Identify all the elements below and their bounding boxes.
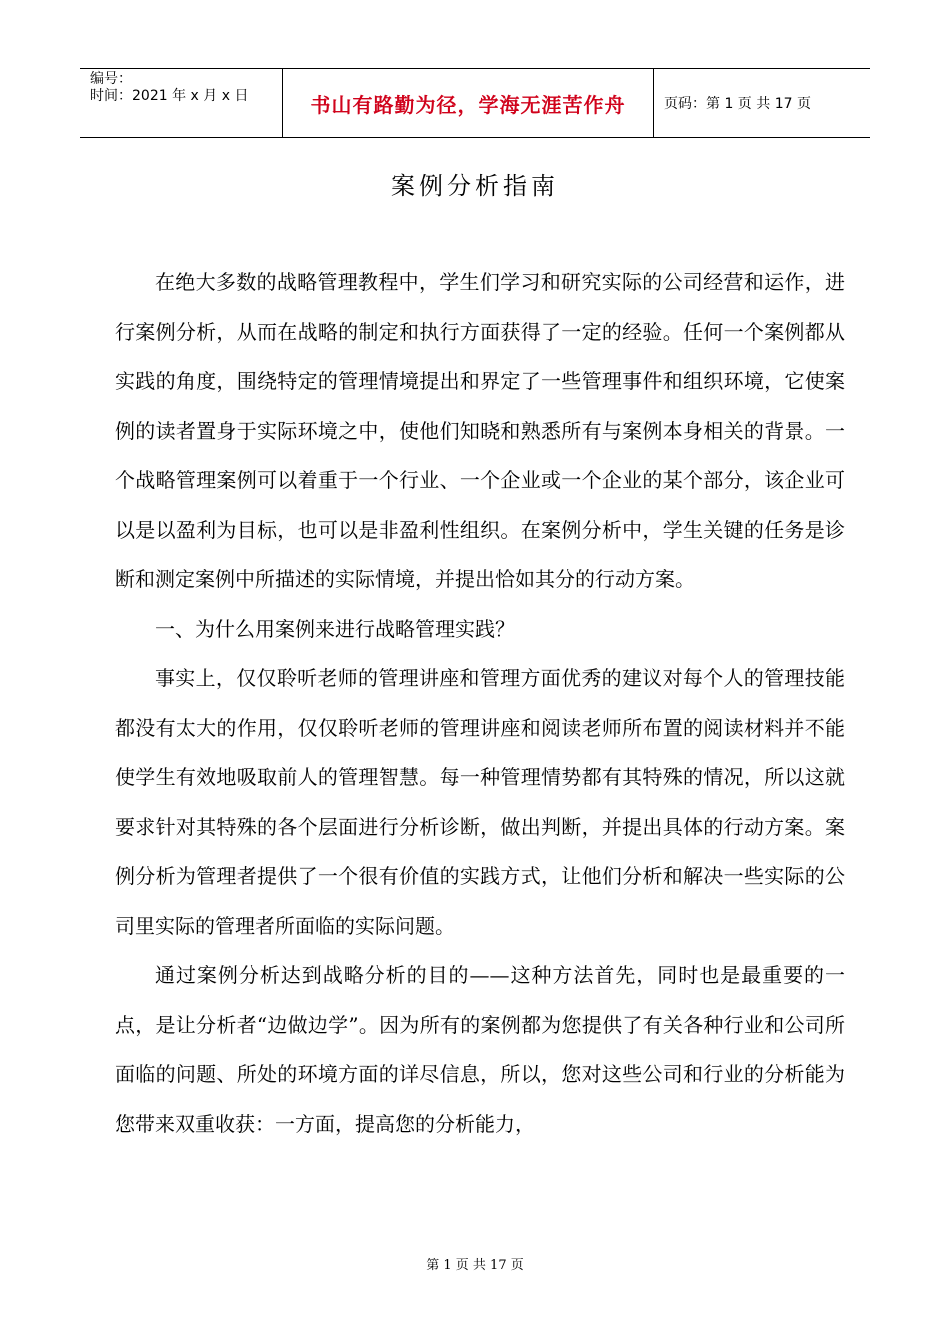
paragraph: 在绝大多数的战略管理教程中，学生们学习和研究实际的公司经营和运作，进行案例分析，从而在战略的制定和执行方面获得了一定的经验。任何一个案例都从实践的角度，围绕特定的管理情境提出和界定了一些管理事件和组织环境，它使案例的读者置身于实际环境之中，使他们知晓和熟悉所有与案例本身相关的背景。一个战略管理案例可以着重于一个行业、一个企业或一个企业的某个部分，该企业可以是以盈利为目标，也可以是非盈利性组织。在案例分析中，学生关键的任务是诊断和测定案例中所描述的实际情境，并提出恰如其分的行动方案。 [115, 270, 845, 591]
header-motto: 书山有路勤为径，学海无涯苦作舟 [282, 69, 654, 137]
header-meta [80, 69, 282, 137]
header-page-info: 页码：第 1 页 共 17 页 [664, 96, 811, 112]
document-title: 案例分析指南 [391, 172, 559, 200]
page-footer: 第 1 页 共 17 页 [426, 1258, 524, 1273]
section-heading: 一、为什么用案例来进行战略管理实践？ [155, 616, 515, 641]
document-body [115, 258, 845, 1149]
document-code-label: 编号： [90, 71, 132, 87]
document-time: 时间：2021 年 x 月 x 日 [90, 88, 249, 104]
paragraph: 通过案例分析达到战略分析的目的——这种方法首先，同时也是最重要的一点，是让分析者“边做边学”。因为所有的案例都为您提供了有关各种行业和公司所面临的问题、所处的环境方面的详尽信息，所以，您对这些公司和行业的分析能为您带来双重收获：一方面，提高您的分析能力， [115, 963, 845, 1136]
paragraph: 事实上，仅仅聆听老师的管理讲座和管理方面优秀的建议对每个人的管理技能都没有太大的作用，仅仅聆听老师的管理讲座和阅读老师所布置的阅读材料并不能使学生有效地吸取前人的管理智慧。每一种管理情势都有其特殊的情况，所以这就要求针对其特殊的各个层面进行分析诊断，做出判断，并提出具体的行动方案。案例分析为管理者提供了一个很有价值的实践方式，让他们分析和解决一些实际的公司里实际的管理者所面临的实际问题。 [115, 666, 845, 938]
page-header [80, 68, 870, 138]
